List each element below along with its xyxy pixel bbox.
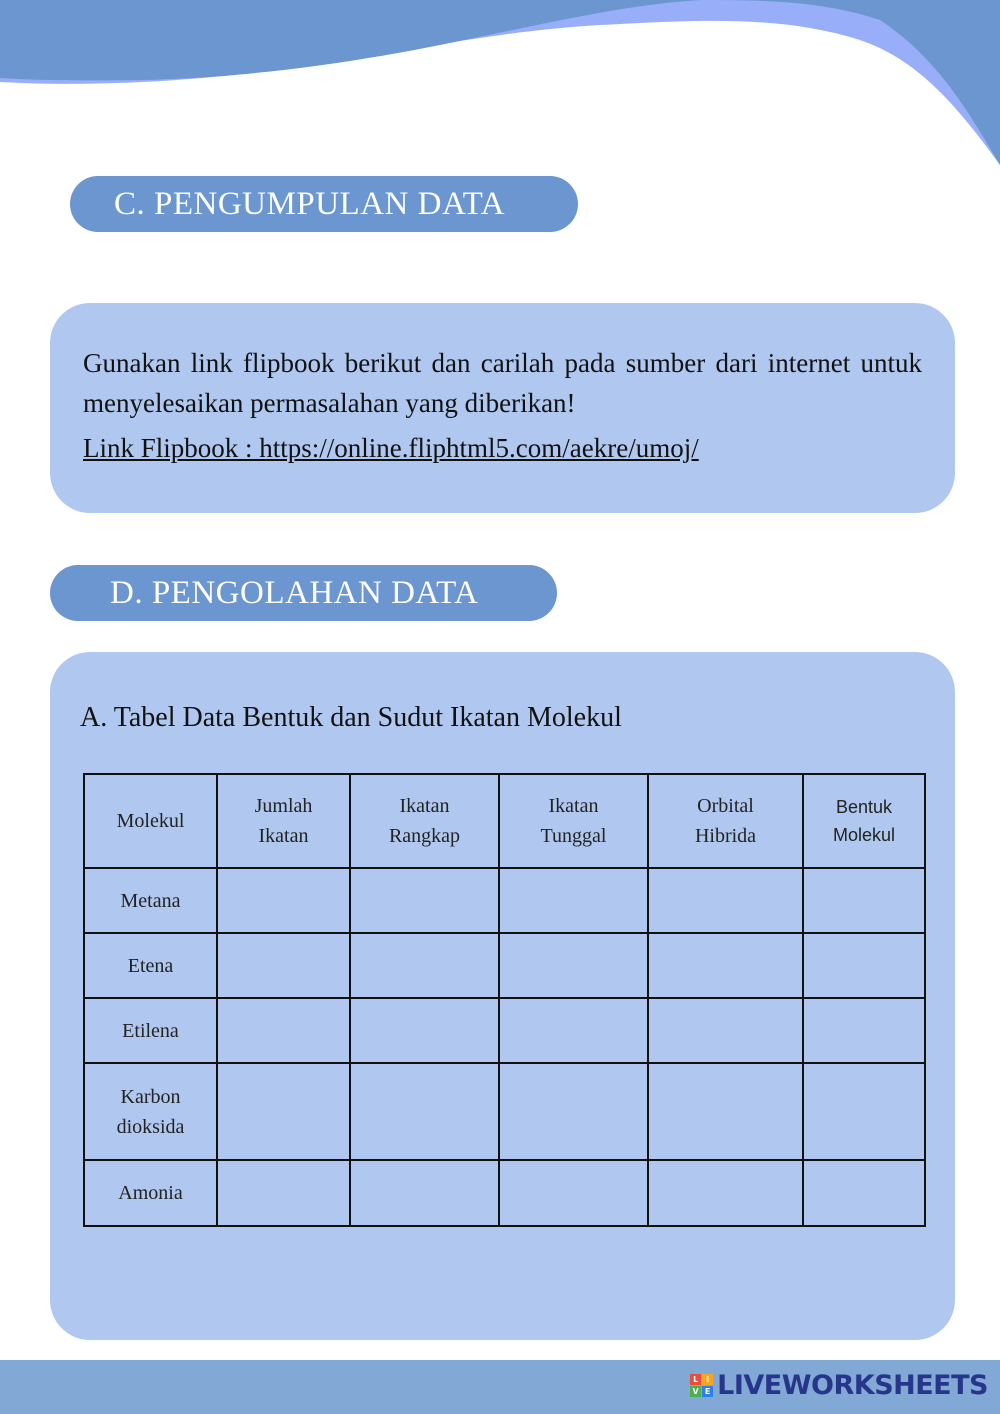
input-cell[interactable] [217, 1160, 350, 1226]
molecule-data-table [83, 773, 926, 1227]
molecule-name-cell: Metana [84, 868, 217, 933]
section-d-title: D. PENGOLAHAN DATA [110, 574, 479, 611]
input-cell[interactable] [803, 998, 925, 1063]
footer-bar [0, 1360, 1000, 1414]
input-cell[interactable] [803, 1160, 925, 1226]
liveworksheets-logo[interactable] [690, 1370, 988, 1401]
molecule-name-cell: Etilena [84, 998, 217, 1063]
input-cell[interactable] [803, 868, 925, 933]
input-cell[interactable] [217, 1063, 350, 1160]
table-header-row [84, 774, 925, 868]
input-cell[interactable] [648, 933, 803, 998]
table-row [84, 998, 925, 1063]
instruction-card [50, 303, 955, 513]
input-cell[interactable] [499, 1063, 648, 1160]
section-c-heading [70, 176, 578, 232]
molecule-name-cell: Amonia [84, 1160, 217, 1226]
input-cell[interactable] [217, 998, 350, 1063]
input-cell[interactable] [350, 933, 499, 998]
input-cell[interactable] [217, 933, 350, 998]
input-cell[interactable] [648, 868, 803, 933]
input-cell[interactable] [648, 1063, 803, 1160]
input-cell[interactable] [499, 933, 648, 998]
header-ikatan-tunggal: Ikatan Tunggal [499, 774, 648, 868]
input-cell[interactable] [217, 868, 350, 933]
molecule-name-cell: Karbon dioksida [84, 1063, 217, 1160]
table-row [84, 933, 925, 998]
flipbook-link[interactable]: Link Flipbook : https://online.fliphtml5.com/aekre/umoj/ [83, 433, 699, 463]
table-row [84, 1063, 925, 1160]
header-orbital-hibrida: Orbital Hibrida [648, 774, 803, 868]
input-cell[interactable] [648, 1160, 803, 1226]
instruction-text: Gunakan link flipbook berikut dan carilah pada sumber dari internet untuk menyelesaikan permasalahan yang diberikan! [83, 348, 922, 418]
input-cell[interactable] [803, 933, 925, 998]
header-wave-decoration [0, 0, 1000, 170]
input-cell[interactable] [350, 1160, 499, 1226]
table-row [84, 868, 925, 933]
logo-grid-icon: L I V E [690, 1374, 713, 1397]
molecule-name-cell: Etena [84, 933, 217, 998]
header-bentuk-molekul: Bentuk Molekul [803, 774, 925, 868]
header-ikatan-rangkap: Ikatan Rangkap [350, 774, 499, 868]
input-cell[interactable] [499, 868, 648, 933]
section-d-heading [50, 565, 557, 621]
header-molekul: Molekul [84, 774, 217, 868]
table-title: A. Tabel Data Bentuk dan Sudut Ikatan Molekul [80, 702, 622, 733]
input-cell[interactable] [350, 868, 499, 933]
input-cell[interactable] [499, 1160, 648, 1226]
input-cell[interactable] [648, 998, 803, 1063]
data-table-card [50, 652, 955, 1340]
input-cell[interactable] [350, 998, 499, 1063]
table-row [84, 1160, 925, 1226]
input-cell[interactable] [803, 1063, 925, 1160]
section-c-title: C. PENGUMPULAN DATA [114, 185, 505, 222]
input-cell[interactable] [350, 1063, 499, 1160]
header-jumlah-ikatan: Jumlah Ikatan [217, 774, 350, 868]
input-cell[interactable] [499, 998, 648, 1063]
brand-name: LIVEWORKSHEETS [717, 1370, 988, 1401]
